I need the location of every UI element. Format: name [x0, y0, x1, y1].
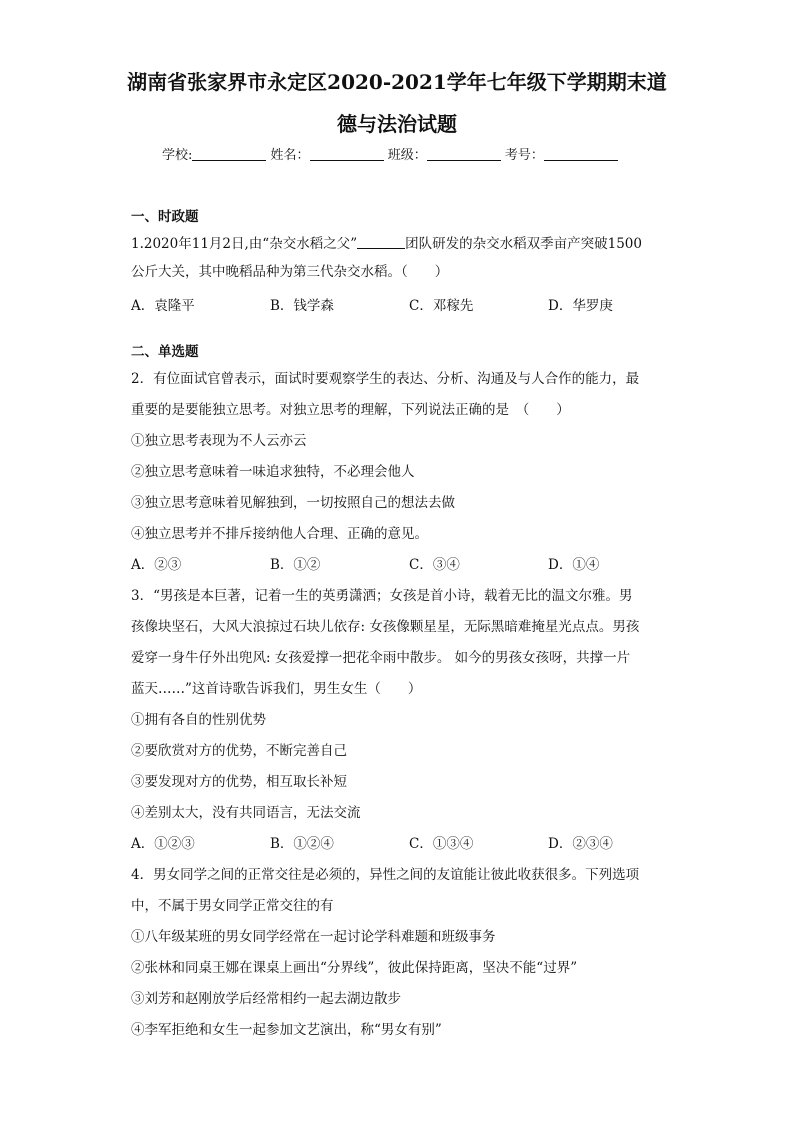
q2-line2: 重要的是要能独立思考。对独立思考的理解，下列说法正确的是 （ ） [131, 402, 570, 418]
q3-option-b[interactable]: B．①②④ [270, 836, 334, 852]
q3-item-2: ②要欣赏对方的优势，不断完善自己 [131, 743, 347, 759]
q2-option-a[interactable]: A．②③ [131, 557, 182, 573]
exam-title-line1: 湖南省张家界市永定区2020-2021学年七年级下学期期末道 [127, 70, 667, 94]
q1-option-b[interactable]: B．钱学森 [270, 298, 334, 314]
q4-item-1: ①八年级某班的男女同学经常在一起讨论学科难题和班级事务 [131, 929, 496, 945]
q4-line1: 4．男女同学之间的正常交往是必须的，异性之间的友谊能让彼此收获很多。下列选项 [131, 867, 640, 883]
q3-option-d[interactable]: D．②③④ [548, 836, 613, 852]
exam-title-line2: 德与法治试题 [337, 112, 457, 136]
q2-item-2: ②独立思考意味着一味追求独特，不必理会他人 [131, 464, 415, 480]
section-heading-single-choice: 二、单选题 [131, 344, 199, 360]
q2-item-1: ①独立思考表现为不人云亦云 [131, 433, 307, 449]
q3-line2: 孩像块坚石，大风大浪掠过石块儿依存: 女孩像颗星星，无际黑暗难掩星光点点。男孩 [131, 619, 640, 635]
q3-option-a[interactable]: A．①②③ [131, 836, 195, 852]
q4-item-3: ③刘芳和赵刚放学后经常相约一起去湖边散步 [131, 991, 401, 1007]
student-info-row [162, 146, 618, 165]
number-blank[interactable] [544, 146, 618, 161]
school-label: 学校: [162, 148, 193, 163]
q2-option-c[interactable]: C．③④ [409, 557, 460, 573]
q1-text-a: 1.2020年11月2日,由“杂交水稻之父” [131, 236, 358, 252]
q1-fill-blank[interactable] [357, 235, 405, 249]
q4-item-4: ④李军拒绝和女生一起参加文艺演出，称“男女有别” [131, 1022, 442, 1038]
q2-option-d[interactable]: D．①④ [548, 557, 600, 573]
q1-option-c[interactable]: C．邓稼先 [409, 298, 474, 314]
q3-item-3: ③要发现对方的优势，相互取长补短 [131, 774, 347, 790]
q1-option-d[interactable]: D．华罗庚 [548, 298, 613, 314]
q3-line4: 蓝天……”这首诗歌告诉我们，男生女生（ ） [131, 681, 422, 697]
q2-item-3: ③独立思考意味着见解独到，一切按照自己的想法去做 [131, 495, 455, 511]
q3-line1: 3．“男孩是本巨著，记着一生的英勇潇洒；女孩是首小诗，载着无比的温文尔雅。男 [131, 588, 633, 604]
q3-line3: 爱穿一身牛仔外出兜风: 女孩爱撑一把花伞雨中散步。 如今的男孩女孩呀，共撑一片 [131, 650, 631, 666]
q4-line2: 中，不属于男女同学正常交往的有 [131, 898, 334, 914]
q1-line1 [131, 235, 642, 253]
q4-item-2: ②张林和同桌王娜在课桌上画出“分界线”，彼此保持距离，坚决不能“过界” [131, 960, 578, 976]
q2-item-4: ④独立思考并不排斥接纳他人合理、正确的意见。 [131, 526, 428, 542]
class-blank[interactable] [427, 146, 501, 161]
name-label: 姓名： [270, 148, 310, 163]
number-label: 考号： [504, 148, 544, 163]
name-blank[interactable] [310, 146, 384, 161]
section-heading-current-affairs: 一、时政题 [131, 209, 199, 225]
class-label: 班级： [387, 148, 427, 163]
q3-item-4: ④差别太大，没有共同语言，无法交流 [131, 805, 361, 821]
q3-option-c[interactable]: C．①③④ [409, 836, 474, 852]
q3-item-1: ①拥有各自的性别优势 [131, 712, 266, 728]
school-blank[interactable] [192, 146, 266, 161]
q2-line1: 2．有位面试官曾表示，面试时要观察学生的表达、分析、沟通及与人合作的能力，最 [131, 371, 640, 387]
q1-option-a[interactable]: A．袁隆平 [131, 298, 195, 314]
q2-option-b[interactable]: B．①② [270, 557, 321, 573]
q1-text-b: 团队研发的杂交水稻双季亩产突破1500 [405, 236, 642, 252]
q1-line2: 公斤大关，其中晚稻品种为第三代杂交水稻。（ ） [131, 264, 449, 280]
